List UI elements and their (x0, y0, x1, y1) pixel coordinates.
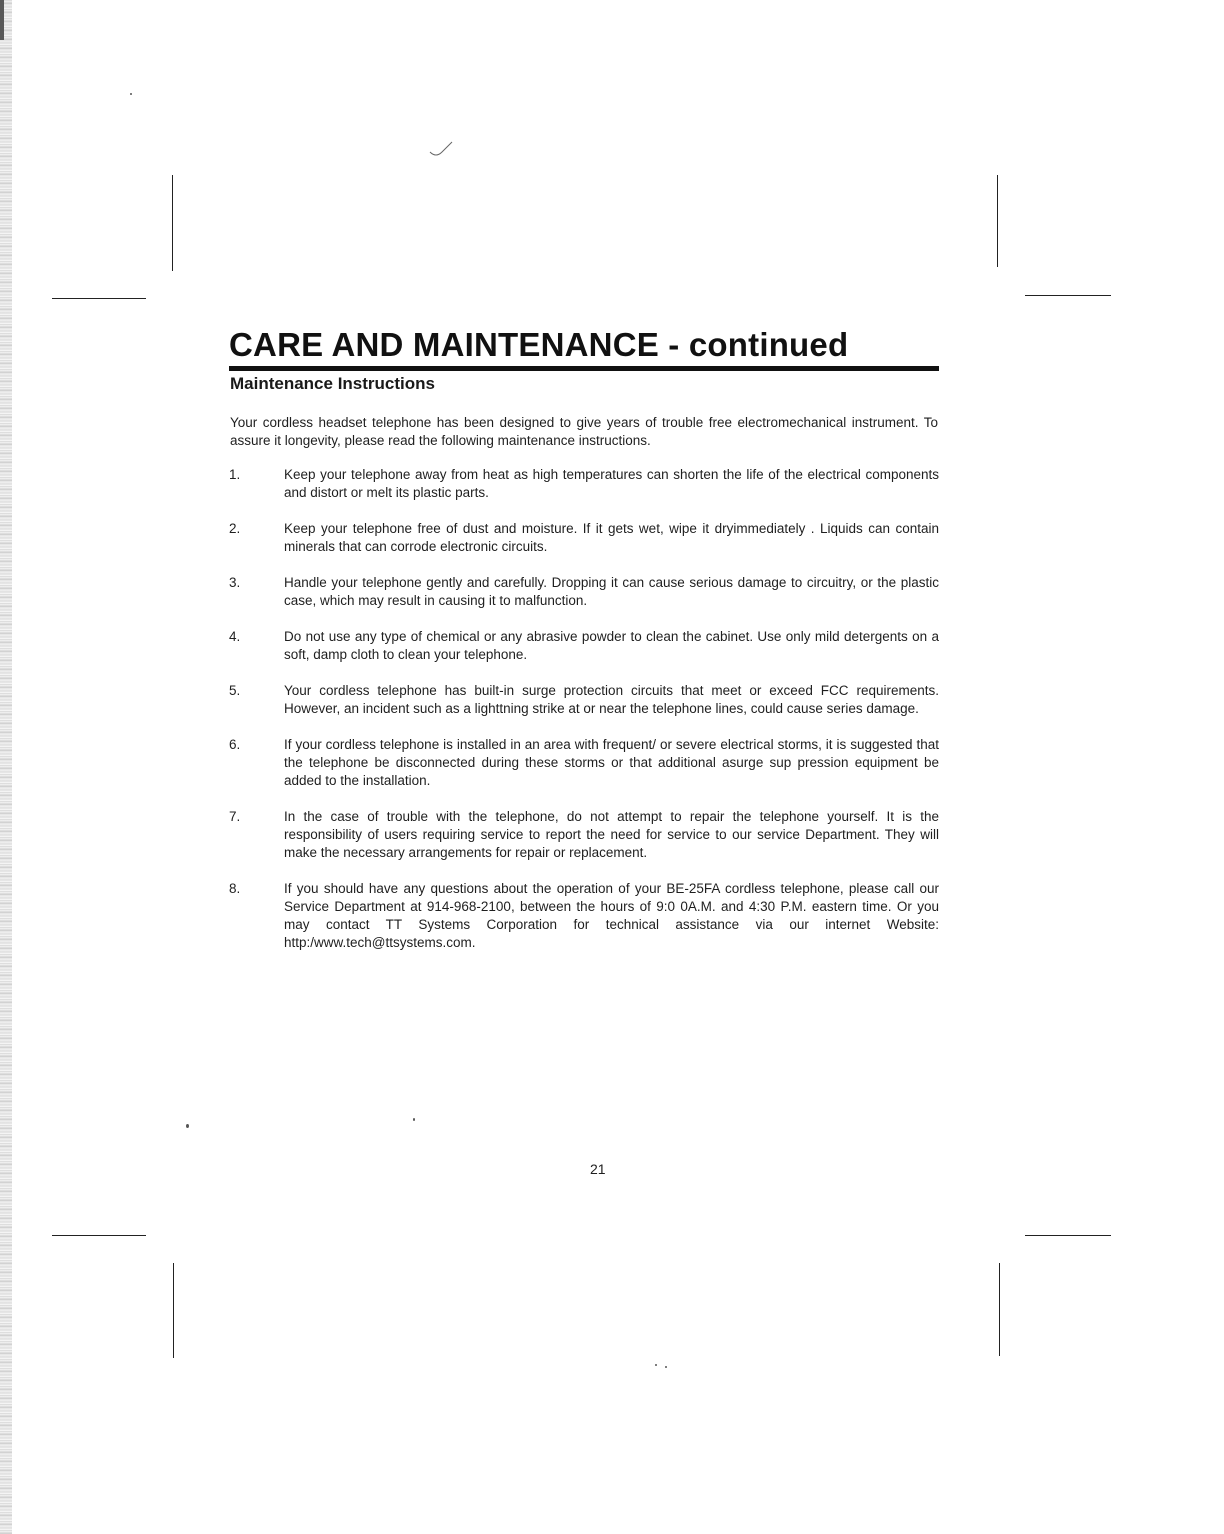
list-item-number: 1. (229, 467, 241, 482)
page-title: CARE AND MAINTENANCE - continued (229, 326, 849, 363)
list-item-number: 4. (229, 629, 241, 644)
list-item (229, 880, 939, 952)
section-subtitle: Maintenance Instructions (230, 374, 435, 393)
list-item-text: If you should have any questions about the operation of your BE-25FA cordless telephone, please call our Service Department at 914-968-2100, between the hours of 9:0 0A.M. and 4:30 P.M. eastern time. Or you may contact TT Systems Corporation for technical assistance via our internet Website: http:/www.tech@ttsystems.com. (284, 881, 939, 950)
list-item-text: Keep your telephone away from heat as high temperatures can shorten the life of the electrical components and distort or melt its plastic parts. (284, 467, 939, 500)
list-item (229, 574, 939, 610)
list-item (229, 682, 939, 718)
list-item-text: Keep your telephone free of dust and moisture. If it gets wet, wipe it dryimmediately . Liquids can contain minerals that can corrode electronic circuits. (284, 521, 939, 554)
title-underline (229, 366, 939, 371)
maintenance-list (229, 466, 939, 970)
crop-mark-bottom-left-horizontal (52, 1235, 146, 1236)
scan-speck (186, 1124, 189, 1128)
list-item-number: 3. (229, 575, 241, 590)
page-number: 21 (590, 1161, 606, 1177)
scan-edge-noise (0, 0, 12, 1534)
list-item-number: 8. (229, 881, 241, 896)
list-item (229, 628, 939, 664)
scan-speck (655, 1364, 657, 1366)
list-item-text: If your cordless telephone is installed in an area with frequent/ or severe electrical storms, it is suggested that the telephone be disconnected during these storms or that additional asurge sup pression equipment be added to the installation. (284, 737, 939, 788)
list-item-text: Do not use any type of chemical or any abrasive powder to clean the cabinet. Use only mild detergents on a soft, damp cloth to clean your telephone. (284, 629, 939, 662)
scan-speck (665, 1366, 667, 1368)
list-item-text: Handle your telephone gently and carefully. Dropping it can cause serious damage to circuitry, or the plastic case, which may result in causing it to malfunction. (284, 575, 939, 608)
list-item-text: In the case of trouble with the telephone, do not attempt to repair the telephone yourself. It is the responsibility of users requiring service to report the need for service to our service Department. They will make the necessary arrangements for repair or replacement. (284, 809, 939, 860)
scan-squiggle-mark (428, 138, 454, 158)
scan-speck (130, 93, 132, 95)
list-item-number: 6. (229, 737, 241, 752)
list-item (229, 736, 939, 790)
crop-mark-bottom-right-horizontal (1025, 1235, 1111, 1236)
list-item-text: Your cordless telephone has built-in surge protection circuits that meet or exceed FCC requirements. However, an incident such as a lighttning strike at or near the telephone lines, could cause series damage. (284, 683, 939, 716)
crop-mark-top-left-horizontal (52, 298, 146, 299)
crop-mark-bottom-right-vertical (999, 1263, 1000, 1356)
crop-mark-bottom-left-vertical (173, 1263, 174, 1358)
list-item (229, 466, 939, 502)
list-item-number: 2. (229, 521, 241, 536)
scan-speck (413, 1118, 415, 1121)
list-item-number: 5. (229, 683, 241, 698)
list-item (229, 808, 939, 862)
list-item (229, 520, 939, 556)
list-item-number: 7. (229, 809, 241, 824)
intro-paragraph: Your cordless headset telephone has been designed to give years of trouble free electromechanical instrument. To assure it longevity, please read the following maintenance instructions. (230, 415, 938, 448)
crop-mark-top-right-horizontal (1025, 295, 1111, 296)
crop-mark-top-right-vertical (997, 175, 998, 267)
crop-mark-top-left-vertical (172, 175, 173, 271)
